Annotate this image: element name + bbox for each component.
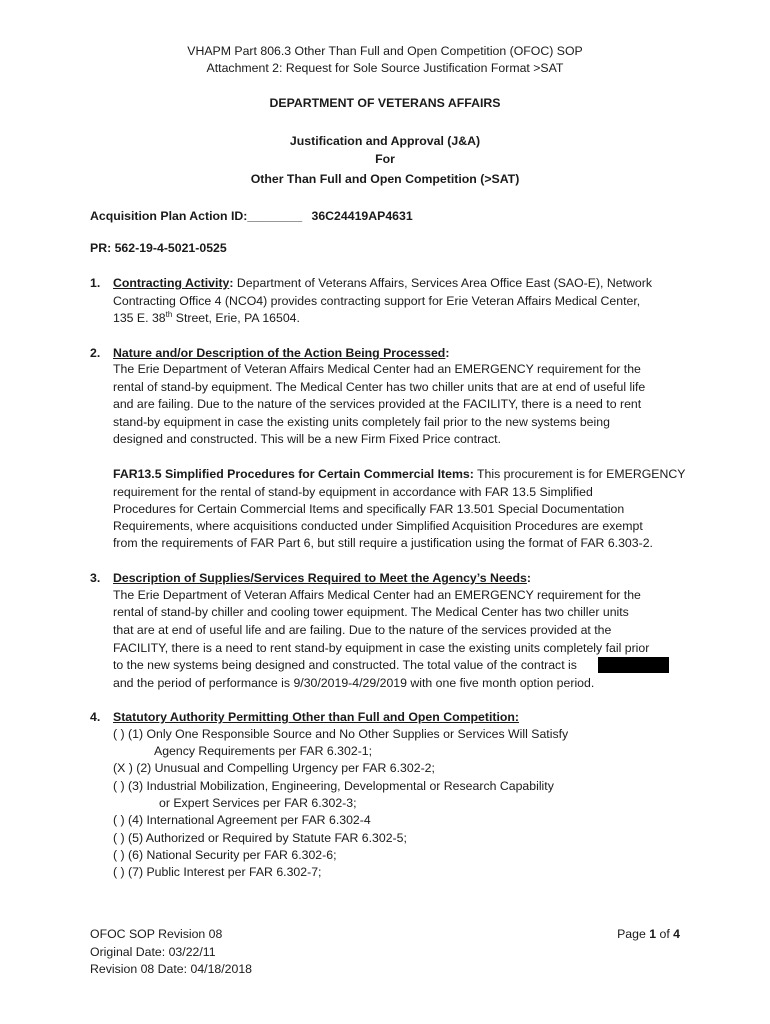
section-3-line: to the new systems being designed and constructed. The total value of the contract is [113, 658, 577, 672]
section-2-line: rental of stand-by equipment. The Medical Center has two chiller units that are at end of useful life [113, 380, 646, 394]
far-paragraph-line-1 [113, 466, 685, 484]
far-text-1: This procurement is for EMERGENCY [473, 467, 686, 481]
section-2-line: The Erie Department of Veteran Affairs Medical Center had an EMERGENCY requirement for the [113, 362, 641, 376]
header-line-2: Attachment 2: Request for Sole Source Justification Format >SAT [206, 61, 564, 75]
footer-revision-date: Revision 08 Date: 04/18/2018 [90, 962, 253, 976]
section-1-heading: Contracting Activity [113, 276, 230, 290]
ofoc-title: Other Than Full and Open Competition (>SAT) [250, 172, 520, 186]
far-heading: FAR13.5 Simplified Procedures for Certain Commercial Items: [113, 467, 474, 481]
section-3-colon: : [526, 571, 531, 585]
page-indicator [617, 926, 680, 944]
header-line-1: VHAPM Part 806.3 Other Than Full and Open Competition (OFOC) SOP [187, 44, 583, 58]
redaction-box [598, 657, 669, 673]
section-2-number: 2. [90, 346, 101, 360]
section-1-colon: : [229, 276, 234, 290]
authority-option-2-selected: (X ) (2) Unusual and Compelling Urgency per FAR 6.302-2; [113, 761, 435, 775]
section-3-line: that are at end of useful life and are failing. Due to the nature of the services provided at the [113, 623, 612, 637]
far-paragraph-line: requirement for the rental of stand-by equipment in accordance with FAR 13.5 Simplified [113, 485, 593, 499]
section-3-heading: Description of Supplies/Services Required to Meet the Agency’s Needs [113, 571, 527, 585]
ja-title: Justification and Approval (J&A) [289, 134, 481, 148]
section-3-line: and the period of performance is 9/30/2019-4/29/2019 with one five month option period. [113, 676, 595, 690]
acquisition-plan-label: Acquisition Plan Action ID:________ [90, 209, 303, 223]
section-1-number: 1. [90, 276, 101, 290]
authority-option-6: ( ) (6) National Security per FAR 6.302-6; [113, 848, 337, 862]
section-3-number: 3. [90, 571, 101, 585]
authority-option-7: ( ) (7) Public Interest per FAR 6.302-7; [113, 865, 322, 879]
pr-number: PR: 562-19-4-5021-0525 [90, 241, 227, 255]
authority-option-3: ( ) (3) Industrial Mobilization, Engineering, Developmental or Research Capability [113, 779, 554, 793]
section-1-address-b: Street, Erie, PA 16504. [172, 311, 300, 325]
authority-option-3-cont: or Expert Services per FAR 6.302-3; [159, 796, 357, 810]
acquisition-plan-value: 36C24419AP4631 [311, 209, 413, 223]
authority-option-4: ( ) (4) International Agreement per FAR 6.302-4 [113, 813, 371, 827]
section-2-line: stand-by equipment in case the existing units completely fail prior to the new systems being [113, 415, 610, 429]
authority-option-1: ( ) (1) Only One Responsible Source and No Other Supplies or Services Will Satisfy [113, 727, 569, 741]
section-1-line-3 [113, 310, 300, 328]
page-of: of [656, 927, 674, 941]
far-paragraph-line: from the requirements of FAR Part 6, but still require a justification using the format of FAR 6.303-2. [113, 536, 653, 550]
section-4-heading: Statutory Authority Permitting Other than Full and Open Competition: [113, 710, 520, 724]
department-title: DEPARTMENT OF VETERANS AFFAIRS [269, 96, 501, 110]
section-1-text-1: Department of Veterans Affairs, Services Area Office East (SAO-E), Network [233, 276, 652, 290]
page-current: 1 [649, 927, 657, 941]
footer-revision: OFOC SOP Revision 08 [90, 927, 223, 941]
section-2-heading-line [113, 345, 449, 363]
section-3-line: The Erie Department of Veteran Affairs Medical Center had an EMERGENCY requirement for the [113, 588, 641, 602]
far-paragraph-line: Procedures for Certain Commercial Items and specifically FAR 13.501 Special Documentation [113, 502, 625, 516]
section-1-superscript: th [165, 309, 173, 319]
footer-original-date: Original Date: 03/22/11 [90, 945, 216, 959]
section-2-line: and are failing. Due to the nature of the services provided at the FACILITY, there is a need to rent [113, 397, 642, 411]
far-paragraph-line: Requirements, where acquisitions conducted under Simplified Acquisition Procedures are exempt [113, 519, 643, 533]
section-3-heading-line [113, 570, 531, 588]
section-2-heading: Nature and/or Description of the Action Being Processed [113, 346, 446, 360]
section-1-address-a: 135 E. 38 [113, 311, 166, 325]
authority-option-5: ( ) (5) Authorized or Required by Statute FAR 6.302-5; [113, 831, 407, 845]
authority-option-1-cont: Agency Requirements per FAR 6.302-1; [154, 744, 373, 758]
section-2-colon: : [445, 346, 450, 360]
for-title: For [375, 152, 395, 166]
page-prefix: Page [617, 927, 650, 941]
section-4-number: 4. [90, 710, 101, 724]
section-3-line: rental of stand-by chiller and cooling tower equipment. The Medical Center has two chiller units [113, 605, 629, 619]
page-total: 4 [673, 927, 680, 941]
section-2-line: designed and constructed. This will be a new Firm Fixed Price contract. [113, 432, 501, 446]
section-1-line-2: Contracting Office 4 (NCO4) provides contracting support for Erie Veteran Affairs Medical Center, [113, 294, 641, 308]
acquisition-plan-id [90, 208, 413, 226]
section-3-line: FACILITY, there is a need to rent stand-by equipment in case the existing units completely fail prior [113, 641, 650, 655]
section-1-line-1 [113, 275, 652, 293]
